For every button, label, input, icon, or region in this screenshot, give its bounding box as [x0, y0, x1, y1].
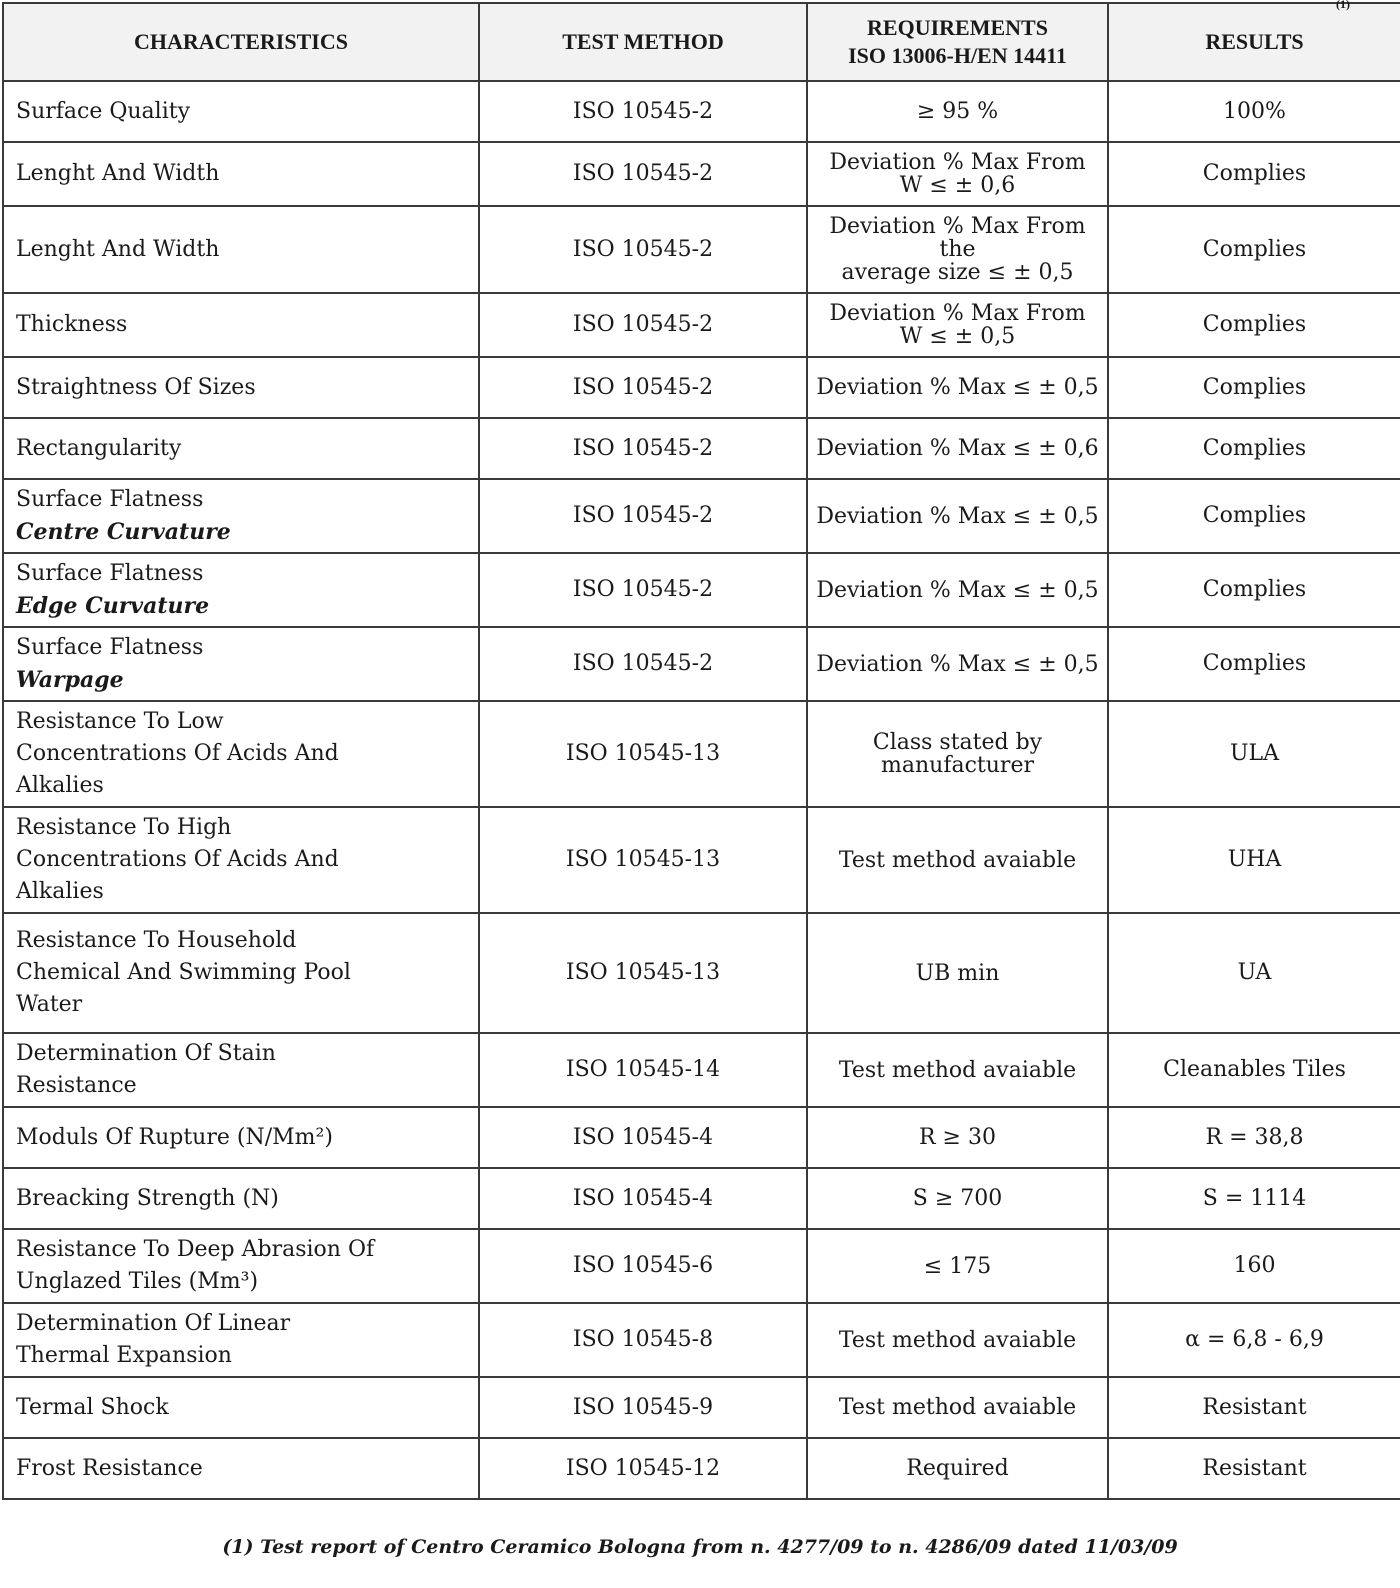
cell-characteristic [3, 293, 479, 357]
cell-test-method: ISO 10545-13 [479, 913, 807, 1033]
characteristic-label: Determination Of Stain Resistance [16, 1041, 276, 1098]
table-row [3, 206, 1400, 293]
characteristic-label: Resistance To High Concentrations Of Acids And Alkalies [16, 815, 339, 904]
characteristic-label: Resistance To Deep Abrasion Of Unglazed Tiles (Mm³) [16, 1237, 375, 1294]
cell-result: Complies [1108, 479, 1400, 553]
requirement-line: Deviation % Max ≤ ± 0,5 [816, 375, 1099, 400]
footnote: (1) Test report of Centro Ceramico Bologna from n. 4277/09 to n. 4286/09 dated 11/03/09 [222, 1536, 1178, 1558]
requirement-line: Test method avaiable [838, 847, 1077, 873]
cell-requirement [807, 553, 1108, 627]
characteristic-label: Resistance To Household Chemical And Swimming Pool Water [16, 928, 351, 1017]
requirement-line: Deviation % Max From [829, 301, 1086, 326]
cell-requirement [807, 807, 1108, 913]
cell-characteristic [3, 1107, 479, 1168]
cell-test-method: ISO 10545-2 [479, 418, 807, 479]
characteristic-label: Rectangularity [16, 435, 182, 461]
cell-result: UHA [1108, 807, 1400, 913]
cell-test-method: ISO 10545-13 [479, 701, 807, 807]
table-row [3, 1229, 1400, 1303]
cell-requirement [807, 1438, 1108, 1499]
characteristic-label: Straightness Of Sizes [16, 374, 256, 400]
requirement-line: manufacturer [881, 753, 1034, 778]
header-characteristics: CHARACTERISTICS [3, 3, 479, 81]
cell-result: Complies [1108, 357, 1400, 418]
characteristic-label: Surface Flatness [16, 561, 204, 586]
header-results-footnote-mark: (1) [1336, 0, 1350, 11]
table-row [3, 81, 1400, 142]
requirement-line: Deviation % Max From [829, 150, 1086, 175]
table-row [3, 1377, 1400, 1438]
requirement-line: W ≤ ± 0,5 [899, 324, 1016, 349]
header-requirements [807, 3, 1108, 81]
characteristic-label: Surface Quality [16, 98, 191, 124]
requirement-line: R ≥ 30 [919, 1125, 996, 1150]
cell-test-method: ISO 10545-2 [479, 142, 807, 206]
cell-test-method: ISO 10545-2 [479, 479, 807, 553]
characteristic-label: Moduls Of Rupture (N/Mm²) [16, 1124, 333, 1150]
table-row [3, 1107, 1400, 1168]
requirement-line: Test method avaiable [838, 1327, 1077, 1353]
characteristic-label: Surface Flatness [16, 635, 204, 660]
cell-test-method: ISO 10545-4 [479, 1168, 807, 1229]
cell-requirement [807, 81, 1108, 142]
cell-characteristic [3, 1229, 479, 1303]
cell-test-method: ISO 10545-2 [479, 357, 807, 418]
header-results-label: RESULTS [1205, 29, 1304, 54]
table-row [3, 1303, 1400, 1377]
cell-test-method: ISO 10545-2 [479, 206, 807, 293]
table-row [3, 1033, 1400, 1107]
table-row [3, 807, 1400, 913]
cell-result: Complies [1108, 627, 1400, 701]
cell-result: Cleanables Tiles [1108, 1033, 1400, 1107]
characteristic-label: Frost Resistance [16, 1455, 203, 1481]
cell-characteristic [3, 913, 479, 1033]
cell-characteristic [3, 807, 479, 913]
cell-test-method: ISO 10545-4 [479, 1107, 807, 1168]
cell-characteristic [3, 418, 479, 479]
table-row [3, 142, 1400, 206]
characteristic-label: Resistance To Low Concentrations Of Acids And Alkalies [16, 709, 339, 798]
cell-requirement [807, 1229, 1108, 1303]
cell-test-method: ISO 10545-2 [479, 627, 807, 701]
requirement-line: W ≤ ± 0,6 [899, 173, 1016, 198]
cell-characteristic [3, 1438, 479, 1499]
requirement-line: average size ≤ ± 0,5 [841, 260, 1074, 285]
table-row [3, 1168, 1400, 1229]
requirement-line: UB min [915, 960, 1000, 986]
header-requirements-line2: ISO 13006-H/EN 14411 [848, 43, 1067, 68]
cell-test-method: ISO 10545-8 [479, 1303, 807, 1377]
cell-characteristic [3, 142, 479, 206]
cell-test-method: ISO 10545-9 [479, 1377, 807, 1438]
cell-result: 160 [1108, 1229, 1400, 1303]
characteristic-sublabel: Centre Curvature [16, 519, 231, 545]
cell-characteristic [3, 1168, 479, 1229]
characteristic-label: Breacking Strength (N) [16, 1185, 279, 1211]
cell-characteristic [3, 357, 479, 418]
cell-characteristic [3, 627, 479, 701]
cell-characteristic [3, 1033, 479, 1107]
cell-test-method: ISO 10545-6 [479, 1229, 807, 1303]
characteristic-label: Lenght And Width [16, 161, 220, 186]
table-row [3, 701, 1400, 807]
cell-characteristic [3, 1303, 479, 1377]
requirement-line: Deviation % Max ≤ ± 0,5 [816, 503, 1099, 529]
requirement-line: Class stated by [872, 730, 1043, 755]
requirement-line: Test method avaiable [838, 1395, 1077, 1420]
characteristic-label: Lenght And Width [16, 236, 220, 262]
cell-test-method: ISO 10545-14 [479, 1033, 807, 1107]
cell-test-method: ISO 10545-2 [479, 293, 807, 357]
cell-characteristic [3, 553, 479, 627]
characteristic-label: Surface Flatness [16, 487, 204, 512]
cell-result: α = 6,8 - 6,9 [1108, 1303, 1400, 1377]
cell-test-method: ISO 10545-13 [479, 807, 807, 913]
characteristic-sublabel: Edge Curvature [16, 593, 210, 619]
header-results [1108, 0, 1400, 81]
table-row [3, 913, 1400, 1033]
cell-result: 100% [1108, 81, 1400, 142]
cell-characteristic [3, 701, 479, 807]
header-test-method: TEST METHOD [479, 3, 807, 81]
cell-requirement [807, 913, 1108, 1033]
cell-requirement [807, 627, 1108, 701]
requirement-line: ≥ 95 % [916, 99, 999, 124]
cell-requirement [807, 701, 1108, 807]
requirement-line: ≤ 175 [923, 1253, 992, 1279]
cell-result: UA [1108, 913, 1400, 1033]
requirement-line: Deviation % Max ≤ ± 0,6 [816, 436, 1099, 461]
cell-test-method: ISO 10545-2 [479, 81, 807, 142]
table-row [3, 357, 1400, 418]
requirement-line: the [939, 237, 976, 262]
cell-result: Complies [1108, 206, 1400, 293]
characteristics-table-container [2, 2, 1400, 1500]
characteristics-table [2, 2, 1400, 1500]
table-row [3, 627, 1400, 701]
cell-requirement [807, 418, 1108, 479]
table-header-row [3, 3, 1400, 81]
cell-characteristic [3, 81, 479, 142]
cell-requirement [807, 1107, 1108, 1168]
characteristic-sublabel: Warpage [16, 667, 124, 693]
cell-result: S = 1114 [1108, 1168, 1400, 1229]
cell-requirement [807, 206, 1108, 293]
cell-requirement [807, 479, 1108, 553]
cell-result: R = 38,8 [1108, 1107, 1400, 1168]
requirement-line: Required [906, 1456, 1009, 1481]
cell-result: ULA [1108, 701, 1400, 807]
cell-result: Complies [1108, 553, 1400, 627]
requirement-line: Test method avaiable [838, 1057, 1077, 1083]
table-row [3, 553, 1400, 627]
characteristic-label: Termal Shock [16, 1394, 169, 1420]
cell-requirement [807, 1168, 1108, 1229]
cell-requirement [807, 293, 1108, 357]
cell-result: Complies [1108, 142, 1400, 206]
cell-requirement [807, 1377, 1108, 1438]
cell-requirement [807, 1033, 1108, 1107]
cell-requirement [807, 142, 1108, 206]
cell-test-method: ISO 10545-2 [479, 553, 807, 627]
cell-result: Resistant [1108, 1438, 1400, 1499]
requirement-line: Deviation % Max ≤ ± 0,5 [816, 577, 1099, 603]
cell-requirement [807, 1303, 1108, 1377]
table-row [3, 293, 1400, 357]
cell-test-method: ISO 10545-12 [479, 1438, 807, 1499]
characteristic-label: Determination Of Linear Thermal Expansion [16, 1311, 291, 1368]
characteristic-label: Thickness [16, 312, 128, 337]
requirement-line: S ≥ 700 [912, 1186, 1003, 1211]
cell-characteristic [3, 479, 479, 553]
cell-characteristic [3, 206, 479, 293]
header-requirements-line1: REQUIREMENTS [867, 15, 1048, 40]
cell-requirement [807, 357, 1108, 418]
table-row [3, 479, 1400, 553]
cell-result: Complies [1108, 418, 1400, 479]
requirement-line: Deviation % Max ≤ ± 0,5 [816, 651, 1099, 677]
table-row [3, 418, 1400, 479]
cell-result: Resistant [1108, 1377, 1400, 1438]
cell-result: Complies [1108, 293, 1400, 357]
requirement-line: Deviation % Max From [829, 214, 1086, 239]
cell-characteristic [3, 1377, 479, 1438]
table-row [3, 1438, 1400, 1499]
table-body [3, 81, 1400, 1499]
